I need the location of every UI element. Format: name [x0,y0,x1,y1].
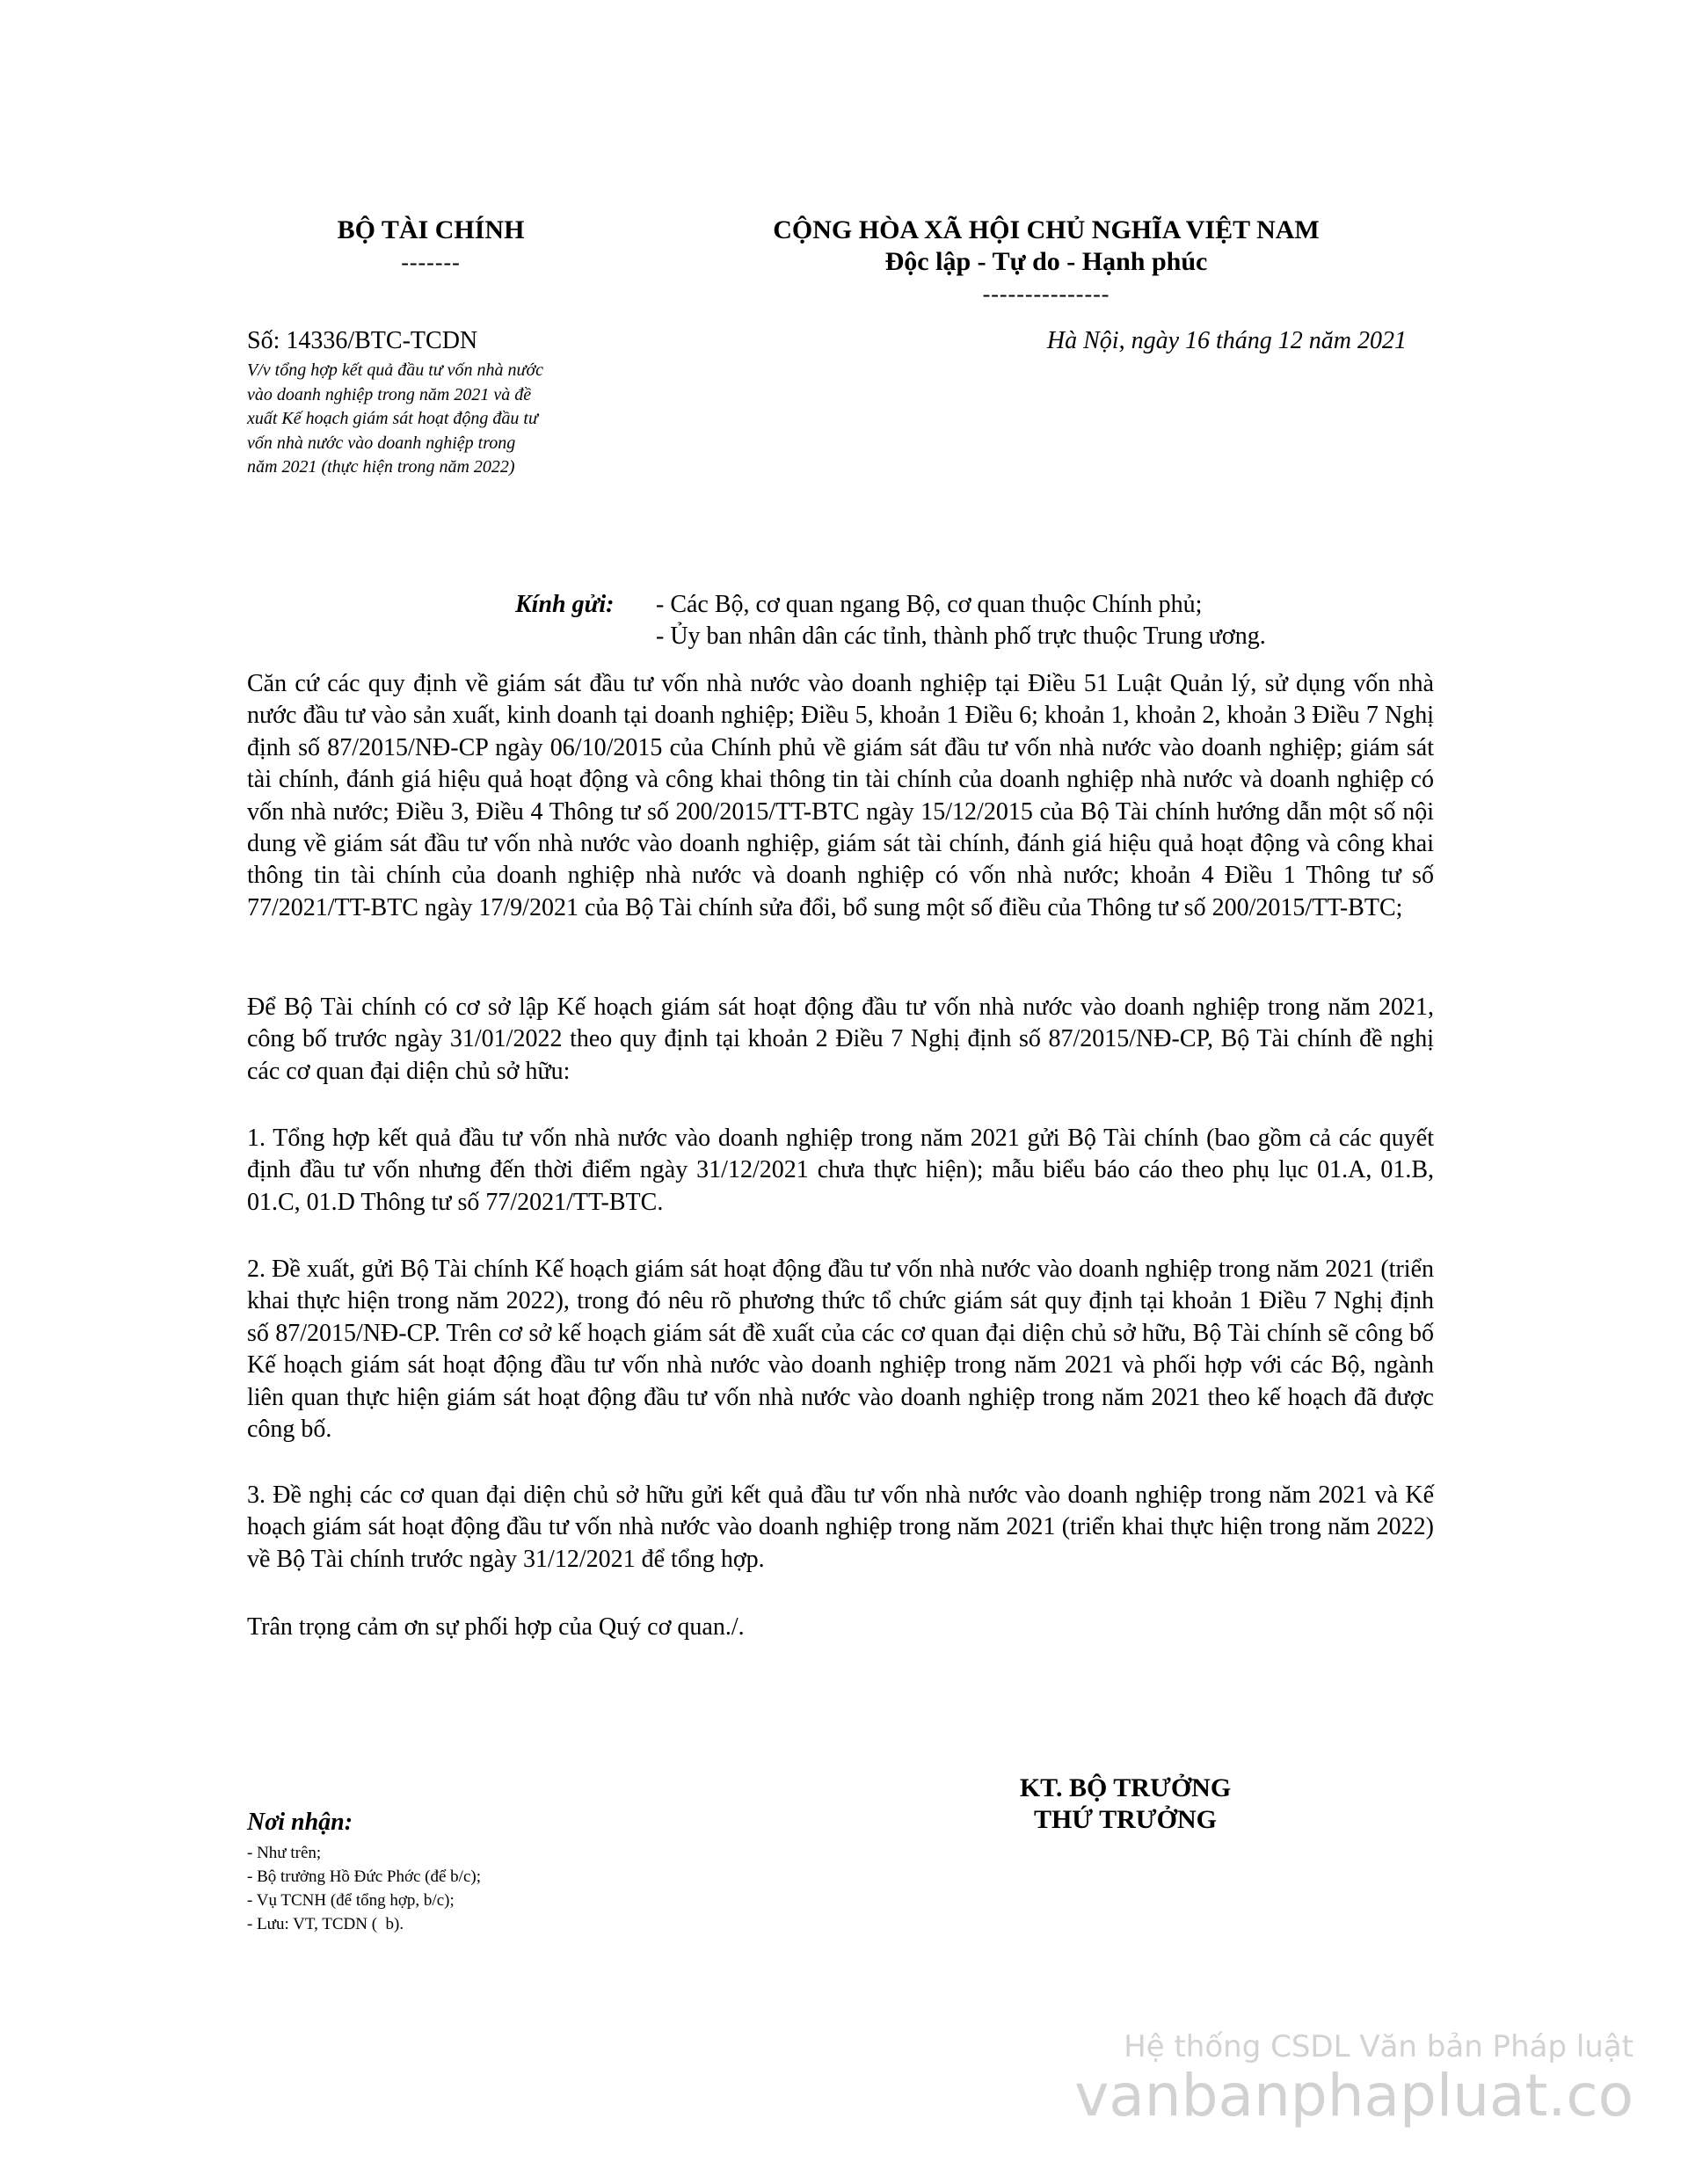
subject-line: xuất Kế hoạch giám sát hoạt động đầu tư [247,409,538,428]
subject-line: năm 2021 (thực hiện trong năm 2022) [247,457,515,477]
addressee-item: - Ủy ban nhân dân các tỉnh, thành phố trực thuộc Trung ương. [656,622,1266,650]
addressee-item: - Các Bộ, cơ quan ngang Bộ, cơ quan thuộc Chính phủ; [656,591,1203,618]
national-motto: Độc lập - Tự do - Hạnh phúc [884,247,1208,276]
watermark-caption: Hệ thống CSDL Văn bản Pháp luật [1124,2029,1633,2064]
body-paragraph-request: Để Bộ Tài chính có cơ sở lập Kế hoạch giám sát hoạt động đầu tư vốn nhà nước vào doanh nghiệp trong năm 2021, công bố trước ngày 31/01/2022 theo quy định tại khoản 2 Điều 7 Nghị định số 87/2015/NĐ-CP, Bộ Tài chính đề nghị các cơ quan đại diện chủ sở hữu: [247,994,1434,1085]
agency-separator: ------- [401,250,461,275]
recipient-list-item: - Như trên; [247,1844,322,1862]
body-item-3: 3. Đề nghị các cơ quan đại diện chủ sở hữu gửi kết quả đầu tư vốn nhà nước vào doanh nghiệp trong năm 2021 và Kế hoạch giám sát hoạt động đầu tư vốn nhà nước vào doanh nghiệp trong năm 2021 (triển khai thực hiện trong năm 2022) về Bộ Tài chính trước ngày 31/12/2021 để tổng hợp. [247,1481,1434,1573]
recipients-list-title: Nơi nhận: [247,1809,353,1836]
watermark-site: vanbanphapluat.co [1074,2062,1633,2129]
subject-line: vốn nhà nước vào doanh nghiệp trong [247,433,516,453]
document-subject [247,359,651,480]
closing-sentence: Trân trọng cảm ơn sự phối hợp của Quý cơ quan./. [247,1613,745,1641]
body-paragraph-legal-basis: Căn cứ các quy định về giám sát đầu tư vốn nhà nước vào doanh nghiệp tại Điều 51 Luật Quản lý, sử dụng vốn nhà nước đầu tư vào sản xuất, kinh doanh tại doanh nghiệp; Điều 5, khoản 1 Điều 6; khoản 1, khoản 2, khoản 3 Điều 7 Nghị định số 87/2015/NĐ-CP ngày 06/10/2015 của Chính phủ về giám sát đầu tư vốn nhà nước vào doanh nghiệp; giám sát tài chính, đánh giá hiệu quả hoạt động và công khai thông tin tài chính của doanh nghiệp nhà nước và doanh nghiệp có vốn nhà nước; Điều 3, Điều 4 Thông tư số 200/2015/TT-BTC ngày 15/12/2015 của Bộ Tài chính hướng dẫn một số nội dung về giám sát đầu tư vốn nhà nước vào doanh nghiệp, giám sát tài chính, đánh giá hiệu quả hoạt động và công khai thông tin tài chính của doanh nghiệp nhà nước và doanh nghiệp có vốn nhà nước; khoản 4 Điều 1 Thông tư số 77/2021/TT-BTC ngày 17/9/2021 của Bộ Tài chính sửa đổi, bổ sung một số điều của Thông tư số 200/2015/TT-BTC; [247,670,1434,921]
issuing-agency: BỘ TÀI CHÍNH [337,215,525,244]
recipient-list-item: - Bộ trưởng Hồ Đức Phớc (để b/c); [247,1867,481,1886]
recipients-list [247,1841,481,1936]
signature-title-line2: THỨ TRƯỞNG [1033,1805,1218,1834]
addressee-label: Kính gửi: [515,591,615,618]
subject-line: vào doanh nghiệp trong năm 2021 và đề [247,384,532,404]
body-item-2: 2. Đề xuất, gửi Bộ Tài chính Kế hoạch giám sát hoạt động đầu tư vốn nhà nước vào doanh nghiệp trong năm 2021 (triển khai thực hiện trong năm 2022), trong đó nêu rõ phương thức tổ chức giám sát quy định tại khoản 1 Điều 7 Nghị định số 87/2015/NĐ-CP. Trên cơ sở kế hoạch giám sát đề xuất của các cơ quan đại diện chủ sở hữu, Bộ Tài chính sẽ công bố Kế hoạch giám sát hoạt động đầu tư vốn nhà nước vào doanh nghiệp trong năm 2021 và phối hợp với các Bộ, ngành liên quan thực hiện giám sát hoạt động đầu tư vốn nhà nước vào doanh nghiệp trong năm 2021 theo kế hoạch đã được công bố. [247,1256,1434,1444]
subject-line: V/v tổng hợp kết quả đầu tư vốn nhà nước [247,360,543,380]
place-date: Hà Nội, ngày 16 tháng 12 năm 2021 [1046,327,1407,354]
motto-separator: --------------- [982,281,1110,307]
signature-title-line1: KT. BỘ TRƯỞNG [1019,1773,1232,1802]
national-title: CỘNG HÒA XÃ HỘI CHỦ NGHĨA VIỆT NAM [773,215,1320,244]
recipient-list-item: - Vụ TCNH (để tổng hợp, b/c); [247,1891,455,1910]
body-item-1: 1. Tổng hợp kết quả đầu tư vốn nhà nước vào doanh nghiệp trong năm 2021 gửi Bộ Tài chính (bao gồm cả các quyết định đầu tư vốn nhưng đến thời điểm ngày 31/12/2021 chưa thực hiện); mẫu biểu báo cáo theo phụ lục 01.A, 01.B, 01.C, 01.D Thông tư số 77/2021/TT-BTC. [247,1125,1434,1216]
document-number: Số: 14336/BTC-TCDN [247,327,478,354]
recipient-list-item: - Lưu: VT, TCDN ( b). [247,1915,404,1933]
